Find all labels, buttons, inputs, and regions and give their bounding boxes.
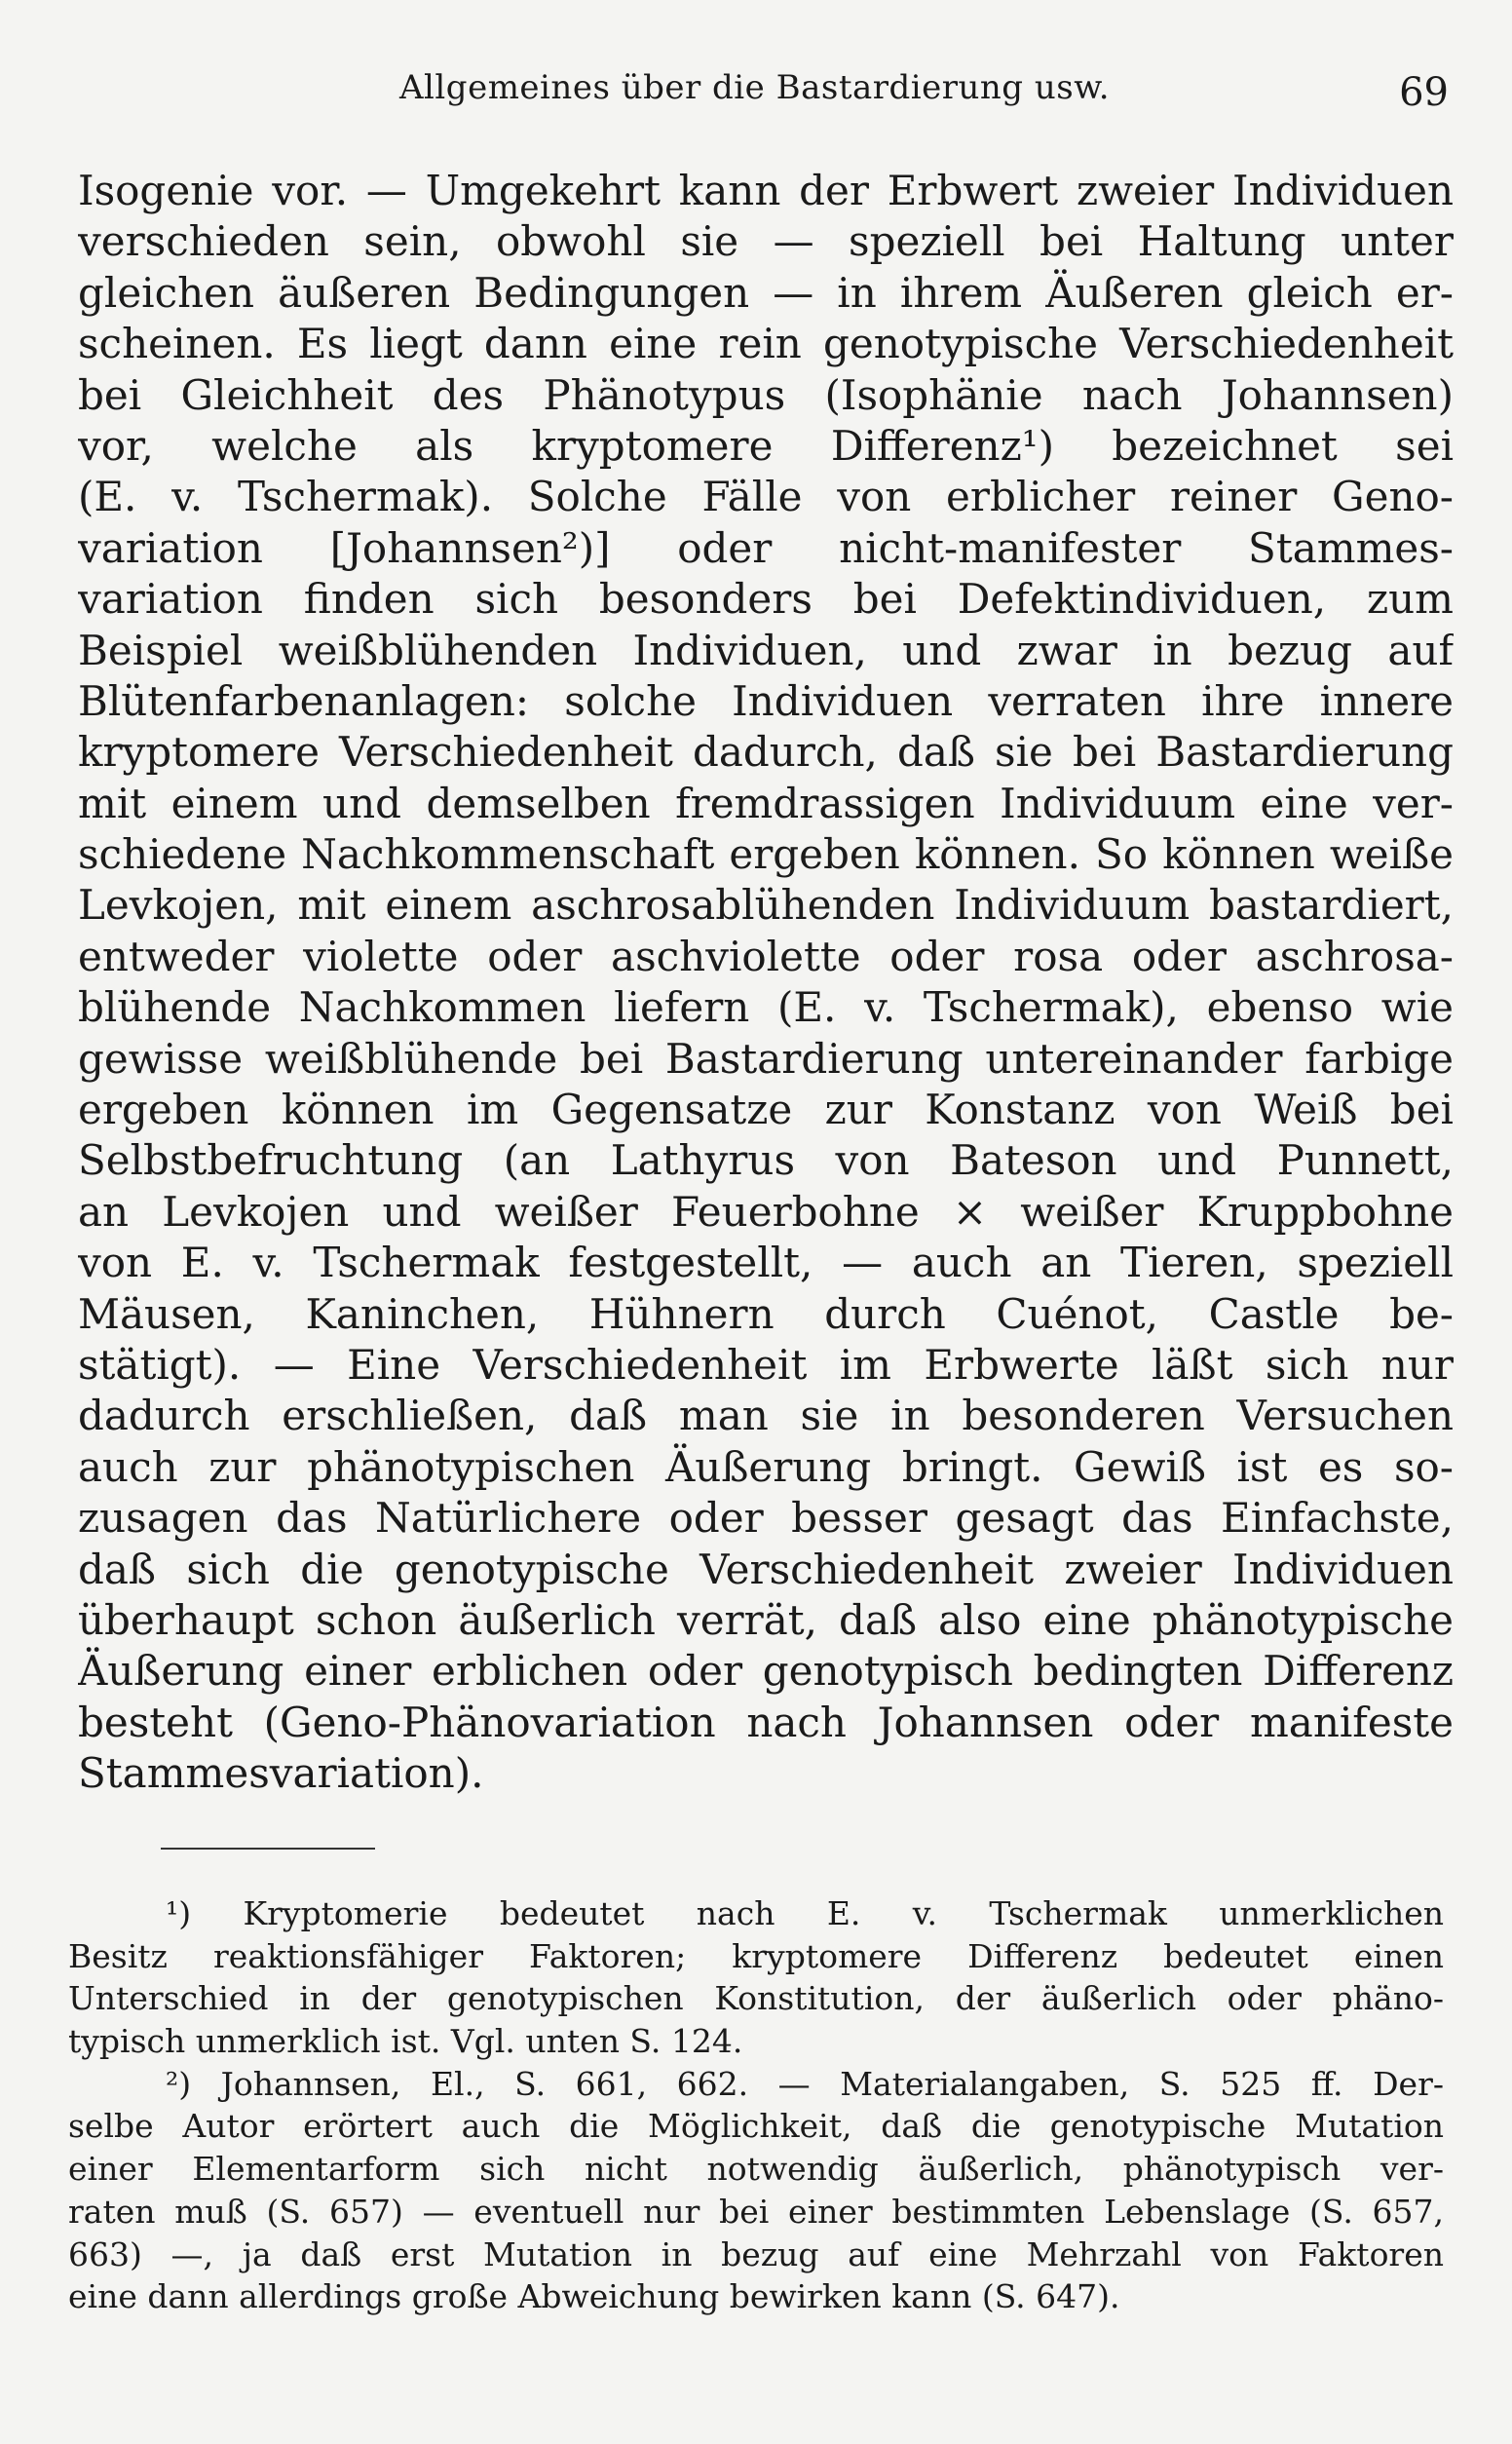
footnote-line: ¹) Kryptomerie bedeutet nach E. v. Tschermak unmerklichen [166, 1894, 1444, 1932]
text-line: Stammesvariation). [78, 1749, 484, 1798]
text-line: Äußerung einer erblichen oder genotypisch bedingten Differenz [78, 1647, 1454, 1696]
text-line: ergeben können im Gegensatze zur Konstanz von Weiß bei [78, 1086, 1454, 1134]
text-line: gewisse weißblühende bei Bastardierung untereinander farbige [78, 1034, 1454, 1083]
footnotes [68, 1892, 1444, 2318]
text-line: Selbstbefruchtung (an Lathyrus von Bateson und Punnett, [78, 1136, 1454, 1185]
footnote-line: ²) Johannsen, El., S. 661, 662. — Materialangaben, S. 525 ff. Der- [166, 2064, 1444, 2103]
main-text [78, 166, 1454, 1800]
footnote-line: selbe Autor erörtert auch die Möglichkeit, daß die genotypische Mutation [68, 2107, 1444, 2146]
text-line: verschieden sein, obwohl sie — speziell bei Haltung unter [78, 217, 1454, 266]
text-line: Levkojen, mit einem aschrosablühenden Individuum bastardiert, [78, 881, 1454, 930]
footnote-line: typisch unmerklich ist. Vgl. unten S. 124. [68, 2022, 743, 2061]
text-line: variation [Johannsen²)] oder nicht-manifester Stammes- [78, 523, 1454, 572]
text-line: schiedene Nachkommenschaft ergeben können. So können weiße [78, 830, 1454, 879]
text-line: Mäusen, Kaninchen, Hühnern durch Cuénot, Castle be- [78, 1289, 1454, 1338]
footnote-line: einer Elementarform sich nicht notwendig äußerlich, phänotypisch ver- [68, 2150, 1444, 2189]
text-line: stätigt). — Eine Verschiedenheit im Erbwerte läßt sich nur [78, 1340, 1454, 1389]
text-line: blühende Nachkommen liefern (E. v. Tschermak), ebenso wie [78, 983, 1454, 1032]
text-line: Blütenfarbenanlagen: solche Individuen verraten ihre innere [78, 676, 1454, 725]
text-line: zusagen das Natürlichere oder besser gesagt das Einfachste, [78, 1494, 1454, 1543]
text-line: entweder violette oder aschviolette oder rosa oder aschrosa- [78, 932, 1454, 980]
footnote-rule [161, 1848, 375, 1850]
text-line: scheinen. Es liegt dann eine rein genotypische Verschiedenheit [78, 320, 1454, 368]
text-line: kryptomere Verschiedenheit dadurch, daß sie bei Bastardierung [78, 728, 1454, 777]
text-line: vor, welche als kryptomere Differenz¹) bezeichnet sei [78, 421, 1454, 470]
text-line: Isogenie vor. — Umgekehrt kann der Erbwert zweier Individuen [78, 167, 1454, 214]
page-number: 69 [1399, 70, 1449, 115]
footnote-line: raten muß (S. 657) — eventuell nur bei einer bestimmten Lebenslage (S. 657, [68, 2192, 1444, 2231]
text-line: dadurch erschließen, daß man sie in besonderen Versuchen [78, 1392, 1454, 1440]
text-line: auch zur phänotypischen Äußerung bringt. Gewiß ist es so- [78, 1442, 1454, 1491]
text-line: variation finden sich besonders bei Defektindividuen, zum [78, 575, 1454, 624]
footnote-line: 663) —, ja daß erst Mutation in bezug auf eine Mehrzahl von Faktoren [68, 2234, 1444, 2273]
text-line: gleichen äußeren Bedingungen — in ihrem Äußeren gleich er- [78, 268, 1454, 317]
text-line: bei Gleichheit des Phänotypus (Isophänie nach Johannsen) [78, 370, 1454, 419]
text-line: mit einem und demselben fremdrassigen Individuum eine ver- [78, 779, 1454, 827]
text-line: besteht (Geno-Phänovariation nach Johannsen oder manifeste [78, 1698, 1454, 1746]
running-head: Allgemeines über die Bastardierung usw. [399, 68, 1111, 107]
footnote-line: Besitz reaktionsfähiger Faktoren; kryptomere Differenz bedeutet einen [68, 1936, 1444, 1975]
text-line: an Levkojen und weißer Feuerbohne × weißer Kruppbohne [78, 1187, 1454, 1236]
text-line: Beispiel weißblühenden Individuen, und zwar in bezug auf [78, 626, 1454, 674]
footnote-line: eine dann allerdings große Abweichung bewirken kann (S. 647). [68, 2277, 1120, 2316]
footnote-line: Unterschied in der genotypischen Konstitution, der äußerlich oder phäno- [68, 1979, 1444, 2018]
page-header [78, 68, 1454, 127]
text-line: überhaupt schon äußerlich verrät, daß also eine phänotypische [78, 1595, 1454, 1644]
text-line: (E. v. Tschermak). Solche Fälle von erblicher reiner Geno- [78, 473, 1454, 521]
text-line: daß sich die genotypische Verschiedenheit zweier Individuen [78, 1545, 1454, 1593]
text-line: von E. v. Tschermak festgestellt, — auch an Tieren, speziell [78, 1239, 1454, 1287]
